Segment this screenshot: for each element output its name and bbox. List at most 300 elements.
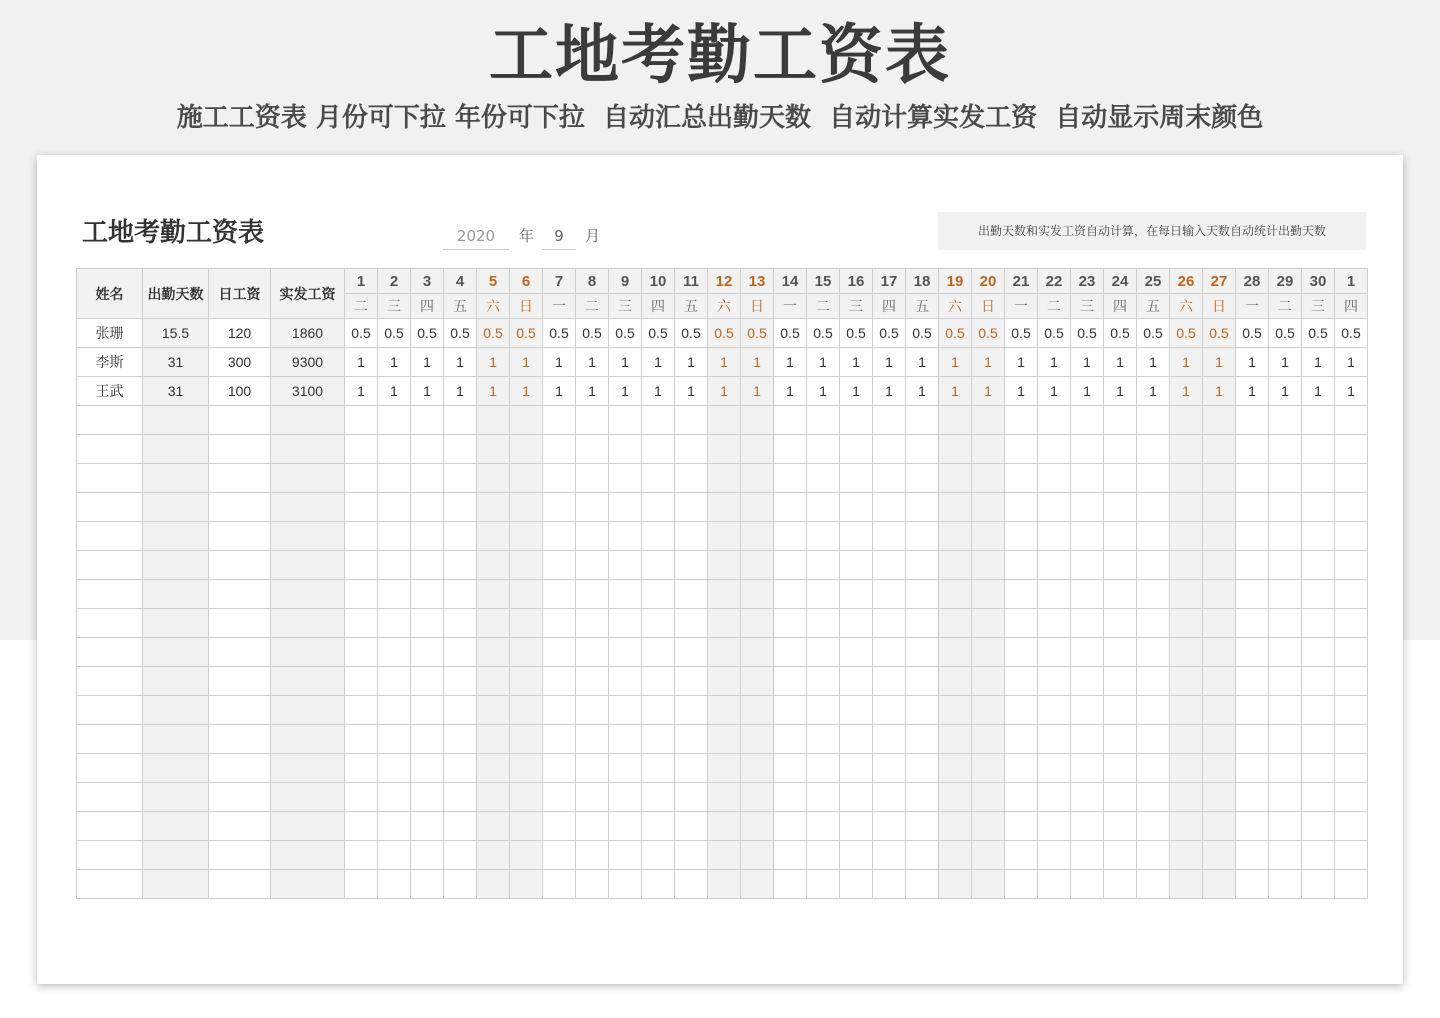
attendance-cell[interactable] bbox=[807, 696, 840, 725]
attendance-cell[interactable] bbox=[642, 841, 675, 870]
attendance-cell[interactable] bbox=[1335, 783, 1368, 812]
attendance-cell[interactable] bbox=[1170, 406, 1203, 435]
attendance-cell[interactable] bbox=[675, 406, 708, 435]
attendance-cell[interactable] bbox=[609, 406, 642, 435]
daily-wage-cell[interactable] bbox=[209, 464, 271, 493]
attendance-cell[interactable] bbox=[1335, 551, 1368, 580]
attendance-cell[interactable] bbox=[1005, 870, 1038, 899]
attendance-cell[interactable] bbox=[576, 841, 609, 870]
attendance-cell[interactable] bbox=[1038, 725, 1071, 754]
attendance-cell[interactable] bbox=[939, 435, 972, 464]
attendance-cell[interactable] bbox=[1104, 870, 1137, 899]
attendance-cell[interactable] bbox=[1170, 551, 1203, 580]
attendance-cell[interactable] bbox=[1269, 725, 1302, 754]
attendance-cell[interactable] bbox=[1071, 841, 1104, 870]
attendance-cell[interactable] bbox=[741, 725, 774, 754]
attendance-cell[interactable] bbox=[1137, 609, 1170, 638]
attendance-cell[interactable]: 1 bbox=[675, 377, 708, 406]
attendance-cell[interactable] bbox=[1203, 493, 1236, 522]
attendance-cell[interactable] bbox=[708, 667, 741, 696]
attendance-cell[interactable]: 1 bbox=[543, 348, 576, 377]
attendance-cell[interactable]: 0.5 bbox=[972, 319, 1005, 348]
attendance-cell[interactable] bbox=[1137, 638, 1170, 667]
attendance-cell[interactable] bbox=[708, 522, 741, 551]
attendance-cell[interactable]: 1 bbox=[708, 348, 741, 377]
attendance-cell[interactable] bbox=[1137, 435, 1170, 464]
attendance-cell[interactable] bbox=[1236, 812, 1269, 841]
attendance-cell[interactable] bbox=[1236, 435, 1269, 464]
attendance-days-cell[interactable] bbox=[143, 406, 209, 435]
attendance-cell[interactable] bbox=[1005, 696, 1038, 725]
attendance-days-cell[interactable]: 31 bbox=[143, 348, 209, 377]
attendance-cell[interactable] bbox=[1104, 725, 1137, 754]
attendance-cell[interactable]: 1 bbox=[1203, 377, 1236, 406]
attendance-cell[interactable] bbox=[807, 783, 840, 812]
attendance-cell[interactable] bbox=[1137, 870, 1170, 899]
attendance-cell[interactable] bbox=[708, 696, 741, 725]
attendance-cell[interactable] bbox=[741, 493, 774, 522]
daily-wage-cell[interactable] bbox=[209, 667, 271, 696]
employee-name-cell[interactable]: 张珊 bbox=[77, 319, 143, 348]
attendance-cell[interactable] bbox=[807, 464, 840, 493]
attendance-cell[interactable] bbox=[378, 754, 411, 783]
attendance-days-cell[interactable] bbox=[143, 580, 209, 609]
attendance-cell[interactable]: 1 bbox=[807, 348, 840, 377]
attendance-cell[interactable] bbox=[378, 522, 411, 551]
attendance-cell[interactable] bbox=[840, 725, 873, 754]
attendance-cell[interactable] bbox=[411, 551, 444, 580]
attendance-cell[interactable] bbox=[1137, 812, 1170, 841]
attendance-cell[interactable]: 1 bbox=[972, 377, 1005, 406]
attendance-cell[interactable] bbox=[807, 580, 840, 609]
attendance-cell[interactable] bbox=[411, 783, 444, 812]
attendance-cell[interactable] bbox=[873, 609, 906, 638]
attendance-cell[interactable] bbox=[840, 841, 873, 870]
attendance-cell[interactable] bbox=[576, 812, 609, 841]
attendance-cell[interactable] bbox=[1071, 638, 1104, 667]
attendance-cell[interactable] bbox=[1104, 551, 1137, 580]
attendance-cell[interactable] bbox=[774, 870, 807, 899]
attendance-cell[interactable] bbox=[708, 638, 741, 667]
attendance-cell[interactable] bbox=[609, 638, 642, 667]
attendance-cell[interactable] bbox=[1269, 435, 1302, 464]
attendance-cell[interactable] bbox=[906, 522, 939, 551]
attendance-cell[interactable] bbox=[345, 870, 378, 899]
attendance-cell[interactable] bbox=[510, 551, 543, 580]
attendance-cell[interactable] bbox=[411, 493, 444, 522]
attendance-cell[interactable] bbox=[675, 812, 708, 841]
attendance-cell[interactable] bbox=[675, 464, 708, 493]
attendance-cell[interactable] bbox=[345, 580, 378, 609]
attendance-cell[interactable] bbox=[708, 464, 741, 493]
attendance-cell[interactable] bbox=[1269, 406, 1302, 435]
attendance-cell[interactable] bbox=[1302, 696, 1335, 725]
attendance-cell[interactable] bbox=[1104, 812, 1137, 841]
daily-wage-cell[interactable] bbox=[209, 522, 271, 551]
net-pay-cell[interactable] bbox=[271, 725, 345, 754]
daily-wage-cell[interactable] bbox=[209, 841, 271, 870]
attendance-cell[interactable] bbox=[1137, 725, 1170, 754]
attendance-cell[interactable] bbox=[1104, 667, 1137, 696]
attendance-cell[interactable] bbox=[741, 435, 774, 464]
attendance-cell[interactable] bbox=[1104, 638, 1137, 667]
attendance-cell[interactable] bbox=[1302, 725, 1335, 754]
attendance-cell[interactable] bbox=[939, 493, 972, 522]
attendance-cell[interactable] bbox=[411, 696, 444, 725]
attendance-cell[interactable]: 1 bbox=[411, 348, 444, 377]
attendance-cell[interactable] bbox=[1302, 609, 1335, 638]
attendance-cell[interactable] bbox=[972, 725, 1005, 754]
attendance-cell[interactable] bbox=[1302, 870, 1335, 899]
attendance-cell[interactable] bbox=[1236, 841, 1269, 870]
attendance-cell[interactable] bbox=[675, 435, 708, 464]
daily-wage-cell[interactable] bbox=[209, 435, 271, 464]
employee-name-cell[interactable] bbox=[77, 812, 143, 841]
attendance-cell[interactable] bbox=[873, 551, 906, 580]
attendance-cell[interactable] bbox=[1005, 754, 1038, 783]
attendance-cell[interactable] bbox=[1302, 551, 1335, 580]
attendance-cell[interactable] bbox=[609, 667, 642, 696]
attendance-days-cell[interactable] bbox=[143, 725, 209, 754]
attendance-cell[interactable] bbox=[576, 464, 609, 493]
employee-name-cell[interactable] bbox=[77, 783, 143, 812]
attendance-cell[interactable] bbox=[708, 870, 741, 899]
attendance-cell[interactable]: 1 bbox=[345, 377, 378, 406]
attendance-cell[interactable] bbox=[972, 783, 1005, 812]
attendance-cell[interactable] bbox=[939, 551, 972, 580]
attendance-cell[interactable] bbox=[1005, 783, 1038, 812]
attendance-cell[interactable] bbox=[873, 522, 906, 551]
attendance-cell[interactable] bbox=[972, 667, 1005, 696]
attendance-cell[interactable] bbox=[1038, 464, 1071, 493]
attendance-cell[interactable]: 0.5 bbox=[774, 319, 807, 348]
attendance-cell[interactable] bbox=[543, 522, 576, 551]
net-pay-cell[interactable] bbox=[271, 493, 345, 522]
attendance-cell[interactable] bbox=[906, 812, 939, 841]
attendance-cell[interactable] bbox=[609, 696, 642, 725]
attendance-cell[interactable]: 1 bbox=[906, 377, 939, 406]
attendance-cell[interactable] bbox=[1236, 667, 1269, 696]
attendance-cell[interactable] bbox=[906, 609, 939, 638]
attendance-cell[interactable] bbox=[444, 493, 477, 522]
net-pay-cell[interactable] bbox=[271, 435, 345, 464]
attendance-cell[interactable]: 1 bbox=[1104, 377, 1137, 406]
attendance-cell[interactable] bbox=[939, 696, 972, 725]
attendance-cell[interactable] bbox=[873, 464, 906, 493]
attendance-cell[interactable] bbox=[1269, 696, 1302, 725]
attendance-cell[interactable] bbox=[1302, 464, 1335, 493]
attendance-cell[interactable]: 1 bbox=[642, 348, 675, 377]
attendance-cell[interactable] bbox=[675, 870, 708, 899]
attendance-cell[interactable] bbox=[1071, 493, 1104, 522]
attendance-cell[interactable] bbox=[609, 754, 642, 783]
attendance-cell[interactable] bbox=[840, 522, 873, 551]
attendance-cell[interactable] bbox=[741, 580, 774, 609]
attendance-cell[interactable] bbox=[411, 754, 444, 783]
employee-name-cell[interactable]: 李斯 bbox=[77, 348, 143, 377]
attendance-days-cell[interactable] bbox=[143, 812, 209, 841]
attendance-cell[interactable] bbox=[642, 812, 675, 841]
attendance-cell[interactable]: 1 bbox=[1071, 377, 1104, 406]
attendance-cell[interactable] bbox=[675, 580, 708, 609]
attendance-cell[interactable] bbox=[873, 754, 906, 783]
attendance-cell[interactable] bbox=[345, 841, 378, 870]
attendance-cell[interactable] bbox=[543, 609, 576, 638]
attendance-cell[interactable] bbox=[708, 841, 741, 870]
attendance-cell[interactable] bbox=[708, 435, 741, 464]
net-pay-cell[interactable] bbox=[271, 812, 345, 841]
attendance-cell[interactable] bbox=[840, 754, 873, 783]
attendance-cell[interactable] bbox=[609, 435, 642, 464]
attendance-cell[interactable]: 1 bbox=[1170, 348, 1203, 377]
attendance-cell[interactable] bbox=[444, 667, 477, 696]
attendance-cell[interactable] bbox=[1302, 812, 1335, 841]
attendance-cell[interactable] bbox=[840, 464, 873, 493]
attendance-cell[interactable] bbox=[708, 754, 741, 783]
attendance-cell[interactable]: 1 bbox=[510, 377, 543, 406]
attendance-cell[interactable] bbox=[345, 522, 378, 551]
attendance-cell[interactable] bbox=[873, 870, 906, 899]
attendance-cell[interactable] bbox=[675, 841, 708, 870]
attendance-cell[interactable] bbox=[411, 638, 444, 667]
attendance-cell[interactable] bbox=[510, 522, 543, 551]
attendance-cell[interactable] bbox=[741, 754, 774, 783]
attendance-cell[interactable] bbox=[543, 580, 576, 609]
attendance-cell[interactable] bbox=[477, 725, 510, 754]
attendance-cell[interactable] bbox=[609, 464, 642, 493]
attendance-cell[interactable]: 0.5 bbox=[1302, 319, 1335, 348]
attendance-cell[interactable] bbox=[774, 435, 807, 464]
attendance-cell[interactable] bbox=[741, 522, 774, 551]
attendance-cell[interactable] bbox=[411, 406, 444, 435]
attendance-cell[interactable] bbox=[675, 522, 708, 551]
attendance-cell[interactable] bbox=[444, 464, 477, 493]
attendance-cell[interactable] bbox=[444, 812, 477, 841]
attendance-cell[interactable]: 1 bbox=[741, 377, 774, 406]
attendance-days-cell[interactable] bbox=[143, 493, 209, 522]
attendance-cell[interactable] bbox=[741, 870, 774, 899]
attendance-cell[interactable] bbox=[939, 841, 972, 870]
attendance-cell[interactable] bbox=[345, 696, 378, 725]
attendance-cell[interactable]: 1 bbox=[543, 377, 576, 406]
attendance-cell[interactable] bbox=[906, 551, 939, 580]
attendance-cell[interactable] bbox=[708, 783, 741, 812]
attendance-cell[interactable] bbox=[840, 580, 873, 609]
net-pay-cell[interactable] bbox=[271, 609, 345, 638]
attendance-cell[interactable] bbox=[576, 435, 609, 464]
attendance-cell[interactable]: 0.5 bbox=[378, 319, 411, 348]
attendance-cell[interactable] bbox=[576, 754, 609, 783]
attendance-cell[interactable]: 1 bbox=[378, 348, 411, 377]
attendance-cell[interactable] bbox=[939, 783, 972, 812]
attendance-cell[interactable] bbox=[477, 754, 510, 783]
attendance-cell[interactable] bbox=[345, 435, 378, 464]
attendance-cell[interactable] bbox=[840, 609, 873, 638]
attendance-cell[interactable] bbox=[477, 406, 510, 435]
attendance-cell[interactable] bbox=[1170, 812, 1203, 841]
attendance-cell[interactable]: 0.5 bbox=[1071, 319, 1104, 348]
attendance-cell[interactable] bbox=[576, 638, 609, 667]
attendance-cell[interactable] bbox=[576, 870, 609, 899]
net-pay-cell[interactable]: 9300 bbox=[271, 348, 345, 377]
attendance-cell[interactable]: 1 bbox=[1104, 348, 1137, 377]
attendance-cell[interactable] bbox=[444, 841, 477, 870]
attendance-cell[interactable]: 1 bbox=[1302, 348, 1335, 377]
attendance-cell[interactable] bbox=[873, 638, 906, 667]
attendance-cell[interactable] bbox=[741, 841, 774, 870]
attendance-cell[interactable] bbox=[774, 638, 807, 667]
employee-name-cell[interactable] bbox=[77, 725, 143, 754]
attendance-cell[interactable]: 1 bbox=[1137, 377, 1170, 406]
attendance-cell[interactable] bbox=[642, 725, 675, 754]
attendance-cell[interactable] bbox=[543, 638, 576, 667]
attendance-cell[interactable]: 0.5 bbox=[1335, 319, 1368, 348]
attendance-cell[interactable] bbox=[444, 406, 477, 435]
attendance-cell[interactable] bbox=[774, 551, 807, 580]
attendance-cell[interactable]: 1 bbox=[708, 377, 741, 406]
attendance-cell[interactable] bbox=[1335, 725, 1368, 754]
attendance-cell[interactable] bbox=[939, 406, 972, 435]
attendance-cell[interactable] bbox=[642, 638, 675, 667]
attendance-cell[interactable] bbox=[972, 493, 1005, 522]
net-pay-cell[interactable] bbox=[271, 551, 345, 580]
attendance-cell[interactable] bbox=[345, 638, 378, 667]
attendance-cell[interactable] bbox=[807, 551, 840, 580]
attendance-cell[interactable] bbox=[642, 464, 675, 493]
attendance-cell[interactable] bbox=[807, 435, 840, 464]
attendance-cell[interactable] bbox=[1104, 435, 1137, 464]
attendance-cell[interactable] bbox=[411, 522, 444, 551]
attendance-cell[interactable] bbox=[741, 464, 774, 493]
attendance-cell[interactable]: 1 bbox=[1071, 348, 1104, 377]
attendance-days-cell[interactable] bbox=[143, 464, 209, 493]
attendance-cell[interactable] bbox=[774, 609, 807, 638]
attendance-cell[interactable] bbox=[708, 609, 741, 638]
attendance-cell[interactable] bbox=[1038, 493, 1071, 522]
attendance-cell[interactable] bbox=[444, 580, 477, 609]
attendance-cell[interactable]: 1 bbox=[576, 348, 609, 377]
attendance-cell[interactable]: 1 bbox=[378, 377, 411, 406]
attendance-cell[interactable] bbox=[774, 580, 807, 609]
attendance-cell[interactable] bbox=[906, 725, 939, 754]
attendance-cell[interactable] bbox=[675, 638, 708, 667]
attendance-cell[interactable] bbox=[444, 870, 477, 899]
attendance-cell[interactable] bbox=[873, 580, 906, 609]
attendance-cell[interactable] bbox=[477, 551, 510, 580]
attendance-cell[interactable] bbox=[1269, 493, 1302, 522]
attendance-cell[interactable] bbox=[510, 725, 543, 754]
attendance-cell[interactable] bbox=[1170, 609, 1203, 638]
attendance-cell[interactable] bbox=[774, 696, 807, 725]
attendance-cell[interactable] bbox=[1269, 812, 1302, 841]
attendance-cell[interactable] bbox=[378, 870, 411, 899]
attendance-cell[interactable] bbox=[939, 638, 972, 667]
attendance-cell[interactable] bbox=[642, 435, 675, 464]
attendance-cell[interactable]: 1 bbox=[1335, 348, 1368, 377]
attendance-cell[interactable]: 1 bbox=[609, 348, 642, 377]
attendance-cell[interactable] bbox=[543, 754, 576, 783]
attendance-cell[interactable] bbox=[378, 406, 411, 435]
attendance-cell[interactable] bbox=[510, 435, 543, 464]
attendance-cell[interactable] bbox=[1236, 609, 1269, 638]
attendance-cell[interactable] bbox=[1236, 783, 1269, 812]
attendance-cell[interactable] bbox=[609, 812, 642, 841]
attendance-cell[interactable] bbox=[411, 464, 444, 493]
attendance-cell[interactable] bbox=[708, 406, 741, 435]
attendance-cell[interactable]: 0.5 bbox=[1170, 319, 1203, 348]
attendance-cell[interactable] bbox=[609, 725, 642, 754]
attendance-cell[interactable]: 1 bbox=[510, 348, 543, 377]
attendance-cell[interactable] bbox=[675, 667, 708, 696]
attendance-cell[interactable] bbox=[774, 812, 807, 841]
attendance-cell[interactable] bbox=[873, 667, 906, 696]
employee-name-cell[interactable] bbox=[77, 406, 143, 435]
attendance-cell[interactable]: 1 bbox=[675, 348, 708, 377]
attendance-cell[interactable] bbox=[411, 870, 444, 899]
attendance-cell[interactable] bbox=[345, 667, 378, 696]
attendance-cell[interactable] bbox=[345, 754, 378, 783]
attendance-cell[interactable] bbox=[378, 696, 411, 725]
attendance-cell[interactable] bbox=[774, 754, 807, 783]
employee-name-cell[interactable] bbox=[77, 493, 143, 522]
attendance-cell[interactable] bbox=[1170, 580, 1203, 609]
attendance-cell[interactable] bbox=[1335, 841, 1368, 870]
attendance-cell[interactable] bbox=[510, 609, 543, 638]
attendance-cell[interactable] bbox=[444, 522, 477, 551]
attendance-cell[interactable] bbox=[378, 725, 411, 754]
attendance-days-cell[interactable] bbox=[143, 522, 209, 551]
attendance-cell[interactable] bbox=[1038, 812, 1071, 841]
attendance-cell[interactable] bbox=[840, 667, 873, 696]
net-pay-cell[interactable] bbox=[271, 580, 345, 609]
employee-name-cell[interactable] bbox=[77, 609, 143, 638]
attendance-cell[interactable]: 0.5 bbox=[1104, 319, 1137, 348]
attendance-cell[interactable] bbox=[510, 696, 543, 725]
attendance-cell[interactable] bbox=[477, 667, 510, 696]
attendance-cell[interactable] bbox=[873, 696, 906, 725]
attendance-cell[interactable] bbox=[345, 406, 378, 435]
attendance-cell[interactable] bbox=[840, 406, 873, 435]
attendance-cell[interactable] bbox=[1335, 493, 1368, 522]
attendance-cell[interactable] bbox=[873, 406, 906, 435]
attendance-cell[interactable] bbox=[840, 435, 873, 464]
attendance-cell[interactable] bbox=[906, 696, 939, 725]
attendance-cell[interactable] bbox=[543, 841, 576, 870]
attendance-cell[interactable] bbox=[741, 638, 774, 667]
month-select[interactable]: 9 bbox=[542, 223, 576, 250]
attendance-cell[interactable] bbox=[477, 870, 510, 899]
attendance-cell[interactable] bbox=[576, 580, 609, 609]
attendance-cell[interactable] bbox=[1269, 464, 1302, 493]
attendance-cell[interactable] bbox=[1104, 580, 1137, 609]
attendance-cell[interactable] bbox=[576, 551, 609, 580]
attendance-cell[interactable] bbox=[1005, 580, 1038, 609]
attendance-cell[interactable] bbox=[906, 783, 939, 812]
attendance-cell[interactable] bbox=[1071, 522, 1104, 551]
attendance-cell[interactable] bbox=[1071, 580, 1104, 609]
daily-wage-cell[interactable] bbox=[209, 609, 271, 638]
attendance-cell[interactable] bbox=[1203, 406, 1236, 435]
attendance-cell[interactable] bbox=[1038, 841, 1071, 870]
attendance-cell[interactable] bbox=[741, 812, 774, 841]
attendance-cell[interactable] bbox=[1335, 609, 1368, 638]
attendance-cell[interactable] bbox=[774, 841, 807, 870]
employee-name-cell[interactable] bbox=[77, 522, 143, 551]
attendance-cell[interactable] bbox=[1203, 841, 1236, 870]
attendance-cell[interactable] bbox=[1203, 609, 1236, 638]
employee-name-cell[interactable] bbox=[77, 551, 143, 580]
attendance-cell[interactable] bbox=[1038, 406, 1071, 435]
